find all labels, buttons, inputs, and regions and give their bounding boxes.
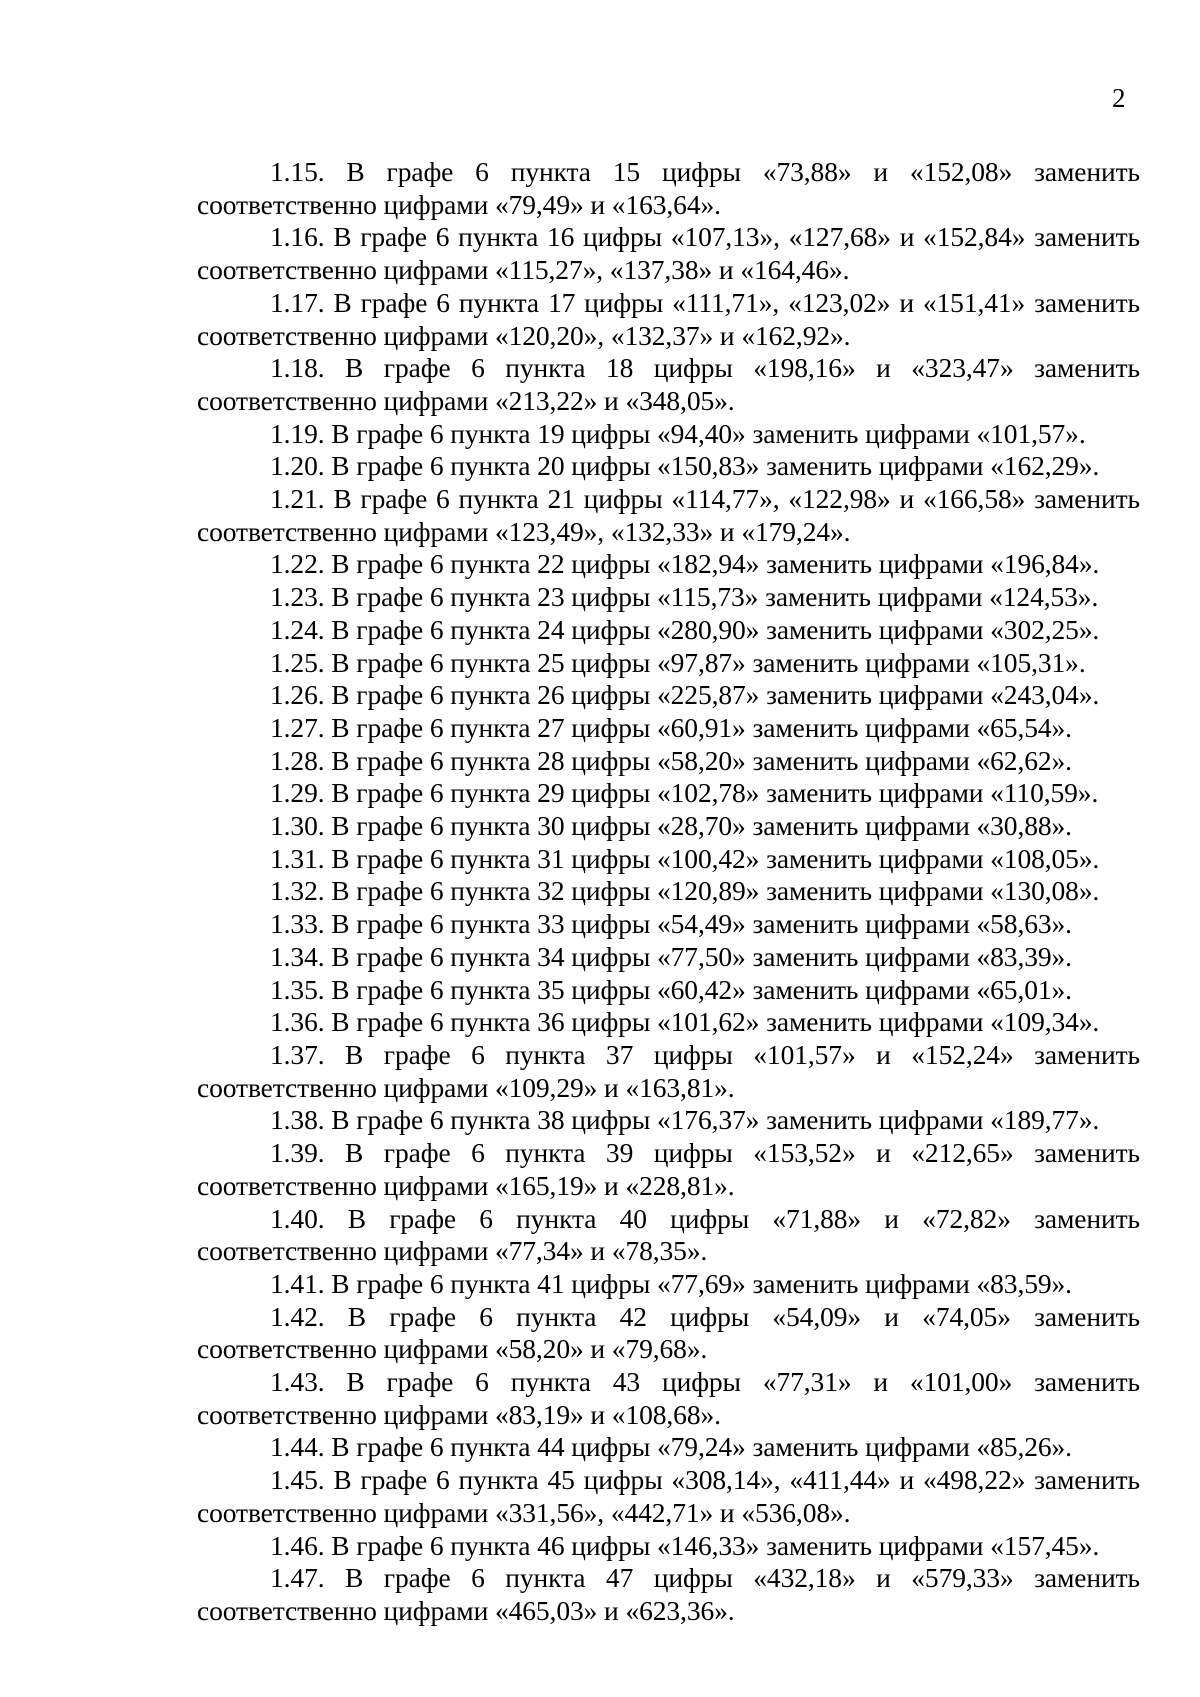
paragraph-1-17: 1.17. В графе 6 пункта 17 цифры «111,71», «123,02» и «151,41» заменить соответственно цифрами «120,20», «132,37» и «162,92». [197,286,1140,351]
paragraph-1-19: 1.19. В графе 6 пункта 19 цифры «94,40» заменить цифрами «101,57». [270,417,1086,449]
paragraph-1-35: 1.35. В графе 6 пункта 35 цифры «60,42» заменить цифрами «65,01». [270,973,1072,1005]
paragraph-1-24: 1.24. В графе 6 пункта 24 цифры «280,90» заменить цифрами «302,25». [270,613,1100,645]
paragraph-1-22: 1.22. В графе 6 пункта 22 цифры «182,94» заменить цифрами «196,84». [270,548,1100,580]
page-number: 2 [1112,83,1126,113]
paragraph-1-16: 1.16. В графе 6 пункта 16 цифры «107,13», «127,68» и «152,84» заменить соответственно цифрами «115,27», «137,38» и «164,46». [197,221,1140,286]
paragraph-1-47: 1.47. В графе 6 пункта 47 цифры «432,18» и «579,33» заменить соответственно цифрами «465,03» и «623,36». [197,1562,1140,1626]
paragraph-1-32: 1.32. В графе 6 пункта 32 цифры «120,89» заменить цифрами «130,08». [270,875,1100,907]
paragraph-1-44: 1.44. В графе 6 пункта 44 цифры «79,24» заменить цифрами «85,26». [270,1431,1072,1463]
document-body [197,156,1140,1628]
paragraph-1-18: 1.18. В графе 6 пункта 18 цифры «198,16» и «323,47» заменить соответственно цифрами «213,22» и «348,05». [197,352,1140,416]
paragraph-1-27: 1.27. В графе 6 пункта 27 цифры «60,91» заменить цифрами «65,54». [270,711,1072,743]
paragraph-1-30: 1.30. В графе 6 пункта 30 цифры «28,70» заменить цифрами «30,88». [270,810,1072,842]
paragraph-1-33: 1.33. В графе 6 пункта 33 цифры «54,49» заменить цифрами «58,63». [270,908,1072,940]
paragraph-1-42: 1.42. В графе 6 пункта 42 цифры «54,09» и «74,05» заменить соответственно цифрами «58,20» и «79,68». [197,1300,1140,1365]
paragraph-1-15: 1.15. В графе 6 пункта 15 цифры «73,88» и «152,08» заменить соответственно цифрами «79,49» и «163,64». [197,156,1140,220]
paragraph-1-21: 1.21. В графе 6 пункта 21 цифры «114,77», «122,98» и «166,58» заменить соответственно цифрами «123,49», «132,33» и «179,24». [197,483,1140,547]
paragraph-1-43: 1.43. В графе 6 пункта 43 цифры «77,31» и «101,00» заменить соответственно цифрами «83,19» и «108,68». [197,1366,1140,1430]
paragraph-1-36: 1.36. В графе 6 пункта 36 цифры «101,62» заменить цифрами «109,34». [270,1006,1100,1038]
paragraph-1-40: 1.40. В графе 6 пункта 40 цифры «71,88» и «72,82» заменить соответственно цифрами «77,34» и «78,35». [197,1202,1140,1267]
paragraph-1-29: 1.29. В графе 6 пункта 29 цифры «102,78» заменить цифрами «110,59». [270,777,1099,809]
paragraph-1-20: 1.20. В графе 6 пункта 20 цифры «150,83» заменить цифрами «162,29». [270,450,1100,482]
paragraph-1-25: 1.25. В графе 6 пункта 25 цифры «97,87» заменить цифрами «105,31». [270,646,1086,678]
paragraph-1-23: 1.23. В графе 6 пункта 23 цифры «115,73» заменить цифрами «124,53». [270,581,1099,613]
paragraph-1-45: 1.45. В графе 6 пункта 45 цифры «308,14», «411,44» и «498,22» заменить соответственно цифрами «331,56», «442,71» и «536,08». [197,1464,1140,1528]
paragraph-1-31: 1.31. В графе 6 пункта 31 цифры «100,42» заменить цифрами «108,05». [270,842,1100,874]
paragraph-1-34: 1.34. В графе 6 пункта 34 цифры «77,50» заменить цифрами «83,39». [270,940,1072,972]
paragraph-1-41: 1.41. В графе 6 пункта 41 цифры «77,69» заменить цифрами «83,59». [270,1267,1072,1299]
paragraph-1-37: 1.37. В графе 6 пункта 37 цифры «101,57» и «152,24» заменить соответственно цифрами «109,29» и «163,81». [197,1038,1140,1103]
paragraph-1-26: 1.26. В графе 6 пункта 26 цифры «225,87» заменить цифрами «243,04». [270,679,1100,711]
paragraph-1-38: 1.38. В графе 6 пункта 38 цифры «176,37» заменить цифрами «189,77». [270,1104,1100,1136]
paragraph-1-46: 1.46. В графе 6 пункта 46 цифры «146,33» заменить цифрами «157,45». [270,1529,1100,1561]
paragraph-1-28: 1.28. В графе 6 пункта 28 цифры «58,20» заменить цифрами «62,62». [270,744,1072,776]
paragraph-1-39: 1.39. В графе 6 пункта 39 цифры «153,52» и «212,65» заменить соответственно цифрами «165,19» и «228,81». [197,1137,1140,1201]
